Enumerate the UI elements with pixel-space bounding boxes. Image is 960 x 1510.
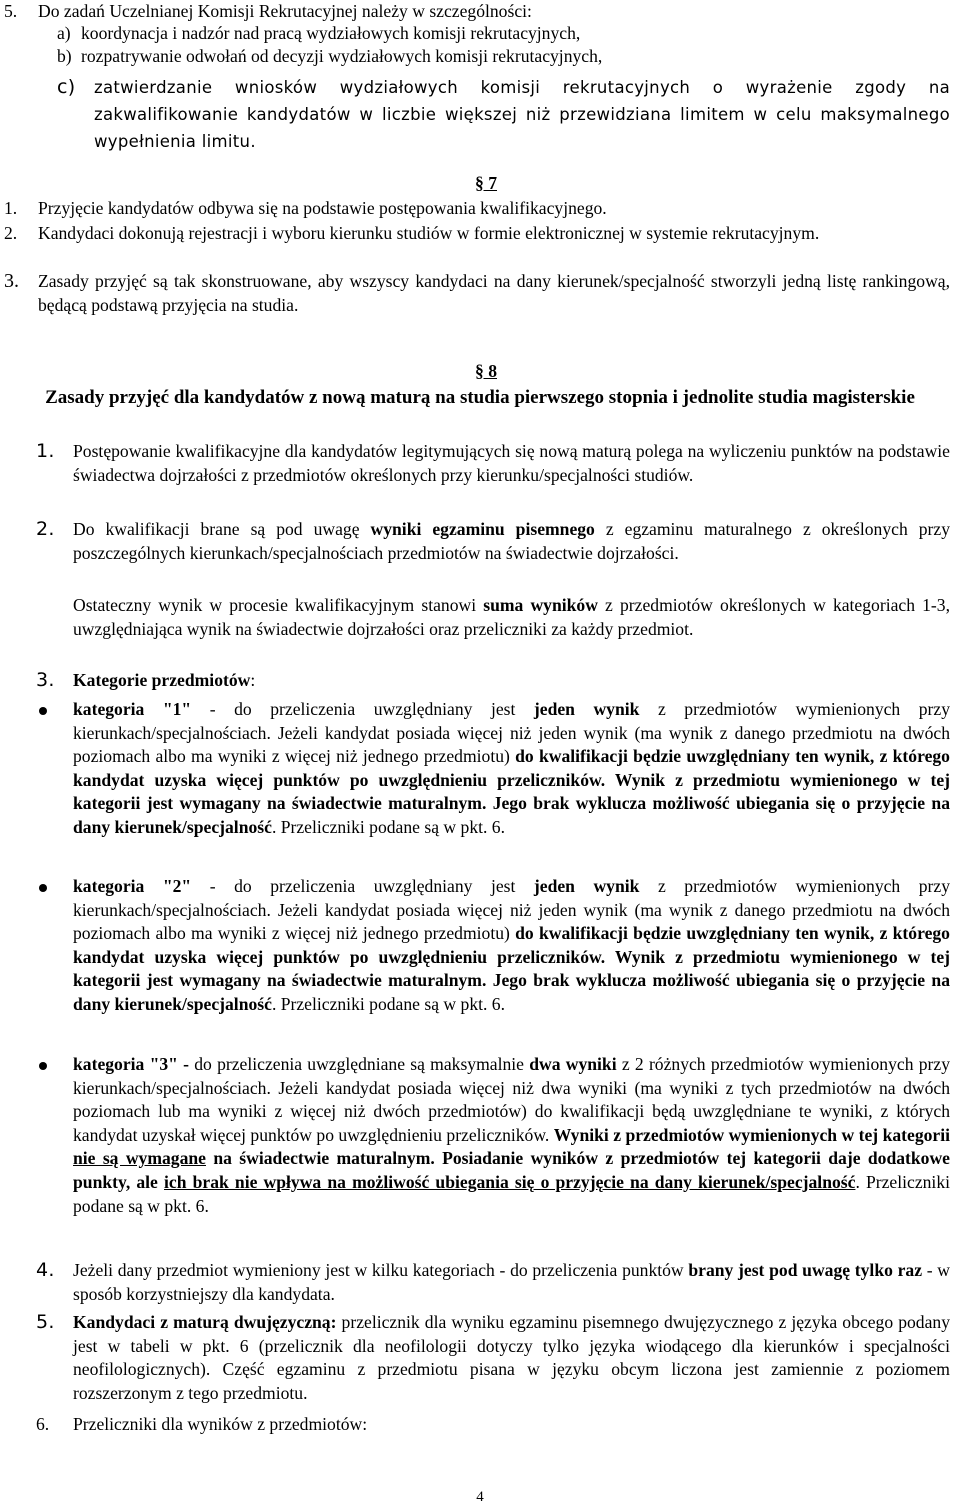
- section-8-para-3: [36, 669, 950, 693]
- category-3-t7: na świadectwie maturalnym. Posiadanie wyników z przedmiotów tej kategorii daje dodatkowe punkty, ale: [73, 1148, 950, 1192]
- section-8-title: Zasady przyjęć dla kandydatów z nową maturą na studia pierwszego stopnia i jednolite studia magisterskie: [45, 387, 915, 408]
- category-1-t6: . Przeliczniki podane są w pkt. 6.: [271, 816, 505, 837]
- section-8-para-1-text: Postępowanie kwalifikacyjne dla kandydatów legitymujących się nową maturą polega na wyliczeniu punktów na podstawie świadectwa dojrzałości z przedmiotów określonych przy kierunku/specjalności studiów.: [73, 441, 950, 485]
- section-8-para-2-t5: suma wyników: [483, 595, 598, 615]
- section-7-item-3: [4, 270, 950, 317]
- section-8-para-6-text: Przeliczniki dla wyników z przedmiotów:: [73, 1414, 368, 1434]
- item-5a: [57, 22, 950, 46]
- section-7-item-2-number: 2.: [4, 223, 18, 243]
- page-number: 4: [476, 1489, 484, 1505]
- category-2-t3: jeden wynik: [533, 876, 640, 896]
- item-5c-mark: c): [57, 76, 76, 98]
- item-5: [4, 0, 950, 24]
- category-1-t1: kategoria "1": [73, 699, 192, 719]
- category-3-text: [73, 1053, 950, 1218]
- section-8-para-5-number: 5.: [36, 1311, 55, 1333]
- section-8-para-2-t3: z egzaminu maturalnego z określonych przy poszczególnych kierunkach/specjalnościach przedmiotów na świadectwie dojrzałości.: [73, 519, 950, 563]
- category-1-t4: z przedmiotów wymienionych przy kierunkach/specjalnościach. Jeżeli kandydat posiada więcej niż jeden wynik (ma wynik z danego przedmiotu na dwóch poziomach albo ma wyniki z więcej niż jednego przedmiotu): [73, 699, 951, 767]
- category-2-t1: kategoria "2": [73, 876, 192, 896]
- category-3-t3: dwa wyniki: [529, 1054, 617, 1074]
- item-5-number: 5.: [4, 1, 18, 21]
- section-7-item-2: [4, 222, 950, 246]
- category-3-t2: do przeliczenia uwzględniane są maksymalnie: [189, 1054, 530, 1074]
- category-1-t2: - do przeliczenia uwzględniany jest: [191, 699, 534, 719]
- section-8-para-2: [36, 518, 950, 565]
- item-5c: [57, 74, 950, 155]
- para-5-t2: przelicznik dla wyniku egzaminu pisemnego dwujęzycznego z języka obcego podany jest w tabeli w pkt. 6 (przelicznik dla neofilologii dotyczy tylko języka wiodącego dla kierunków i specjalności neofilologicznych). Część egzaminu z przedmiotu pisana w języku obcym liczona jest zamiennie z poziomem rozszerzonym z tego przedmiotu.: [73, 1312, 950, 1403]
- section-8-heading: § 8: [475, 361, 497, 381]
- section-8-para-4-text: [73, 1259, 950, 1306]
- para-4-t2: brany jest pod uwagę tylko raz: [688, 1260, 923, 1280]
- category-3-t9: . Przeliczniki podane są w pkt. 6.: [73, 1171, 951, 1216]
- section-8-para-5-text: [73, 1311, 950, 1405]
- category-2: [0, 875, 950, 1017]
- item-5b: [57, 45, 950, 69]
- category-2-t4: z przedmiotów wymienionych przy kierunkach/specjalnościach. Jeżeli kandydat posiada więcej niż jeden wynik (ma wynik z danego przedmiotu na dwóch poziomach albo ma wyniki z więcej niż jednego przedmiotu): [73, 876, 951, 944]
- section-8-para-6-number: 6.: [36, 1414, 50, 1434]
- category-2-t2: - do przeliczenia uwzględniany jest: [191, 876, 534, 896]
- bullet-icon: [0, 875, 73, 899]
- category-1-t5: do kwalifikacji będzie uwzględniany ten wynik, z którego kandydat uzyska więcej punktów po uwzględnieniu przeliczników. Wynik z przedmiotu wymienionego w tej kategorii jest wymagany na świadectwie maturalnym. Jego brak wyklucza możliwość ubiegania się o przyjęcie na dany kierunek/specjalność: [73, 746, 950, 837]
- section-8-para-2-number: 2.: [36, 518, 55, 540]
- category-2-t6: . Przeliczniki podane są w pkt. 6.: [271, 993, 505, 1014]
- section-8-para-5: [36, 1311, 950, 1405]
- section-7-item-1-text: Przyjęcie kandydatów odbywa się na podstawie postępowania kwalifikacyjnego.: [38, 198, 607, 218]
- para-4-t3: - w sposób korzystniejszy dla kandydata.: [73, 1260, 951, 1304]
- item-5a-mark: a): [57, 23, 71, 43]
- category-3-t6: nie są wymagane: [73, 1148, 206, 1169]
- category-3-t1: kategoria "3" -: [73, 1054, 190, 1074]
- section-8-para-1: [36, 440, 950, 487]
- category-3-t8: ich brak nie wpływa na możliwość ubiegania się o przyjęcie na dany kierunek/specjalność: [164, 1171, 856, 1192]
- section-7-item-2-text: Kandydaci dokonują rejestracji i wyboru kierunku studiów w formie elektronicznej w systemie rekrutacyjnym.: [38, 223, 820, 243]
- section-7-item-1-number: 1.: [4, 198, 18, 218]
- category-1-text: [73, 698, 950, 840]
- category-3-t4: z 2 różnych przedmiotów wymienionych przy kierunkach/specjalnościach. Jeżeli kandydat posiada więcej niż dwa wyniki (ma wyniki z tych przedmiotów na dwóch poziomach lub ma wyniki z więcej niż dwóch przedmiotów) do kwalifikacji będą uwzględniane te wyniki, z których kandydat uzyskał więcej punktów po uwzględnieniu przeliczników.: [73, 1054, 950, 1145]
- bullet-icon: [0, 698, 73, 722]
- section-8-para-3-number: 3.: [36, 669, 55, 691]
- categories-label: Kategorie przedmiotów: [73, 670, 251, 690]
- section-7-heading: § 7: [475, 173, 497, 193]
- section-8-para-4: [36, 1259, 950, 1306]
- item-5b-mark: b): [57, 46, 72, 66]
- section-8-para-4-number: 4.: [36, 1259, 55, 1281]
- item-5c-text: zatwierdzanie wniosków wydziałowych komisji rekrutacyjnych o wyrażenie zgody na zakwalifikowanie kandydatów w liczbie większej niż przewidziana limitem w celu maksymalnego wypełnienia limitu.: [94, 78, 950, 151]
- section-7-item-3-number: 3.: [4, 270, 19, 292]
- category-2-text: [73, 875, 950, 1017]
- section-8-para-2-t1: Do kwalifikacji brane są pod uwagę: [73, 519, 371, 539]
- section-7-item-3-text: Zasady przyjęć są tak skonstruowane, aby wszyscy kandydaci na dany kierunek/specjalność stworzyli jedną listę rankingową, będącą podstawą przyjęcia na studia.: [38, 271, 950, 315]
- section-8-para-2-continued: [73, 594, 950, 641]
- category-1-t3: jeden wynik: [533, 699, 640, 719]
- categories-colon: :: [250, 670, 256, 690]
- category-1: [0, 698, 950, 840]
- category-3-t5: Wyniki z przedmiotów wymienionych w tej kategorii: [553, 1124, 950, 1145]
- section-8-para-3-label: [73, 669, 950, 693]
- category-2-t5: do kwalifikacji będzie uwzględniany ten wynik, z którego kandydat uzyska więcej punktów po uwzględnieniu przeliczników. Wynik z przedmiotu wymienionego w tej kategorii jest wymagany na świadectwie maturalnym. Jego brak wyklucza możliwość ubiegania się o przyjęcie na dany kierunek/specjalność: [73, 923, 950, 1014]
- para-4-t1: Jeżeli dany przedmiot wymieniony jest w kilku kategoriach - do przeliczenia punktów: [73, 1260, 689, 1280]
- item-5-text: Do zadań Uczelnianej Komisji Rekrutacyjnej należy w szczególności:: [38, 1, 532, 21]
- section-8-para-2-text: [73, 518, 950, 565]
- item-5b-text: rozpatrywanie odwołań od decyzji wydziałowych komisji rekrutacyjnych,: [81, 46, 603, 66]
- category-3: [0, 1053, 950, 1218]
- section-8-para-2-t4: Ostateczny wynik w procesie kwalifikacyjnym stanowi: [73, 595, 484, 615]
- section-8-para-2-t6: z przedmiotów określonych w kategoriach 1-3, uwzględniająca wynik na świadectwie dojrzałości oraz przeliczniki za każdy przedmiot.: [73, 595, 950, 639]
- section-8-para-2-t2: wyniki egzaminu pisemnego: [370, 519, 595, 539]
- section-7-item-1: [4, 197, 950, 221]
- section-8-para-6: [36, 1413, 950, 1437]
- section-8-para-1-number: 1.: [36, 440, 55, 462]
- item-5a-text: koordynacja i nadzór nad pracą wydziałowych komisji rekrutacyjnych,: [81, 23, 581, 43]
- para-5-t1: Kandydaci z maturą dwujęzyczną:: [73, 1312, 337, 1332]
- bullet-icon: [0, 1053, 73, 1077]
